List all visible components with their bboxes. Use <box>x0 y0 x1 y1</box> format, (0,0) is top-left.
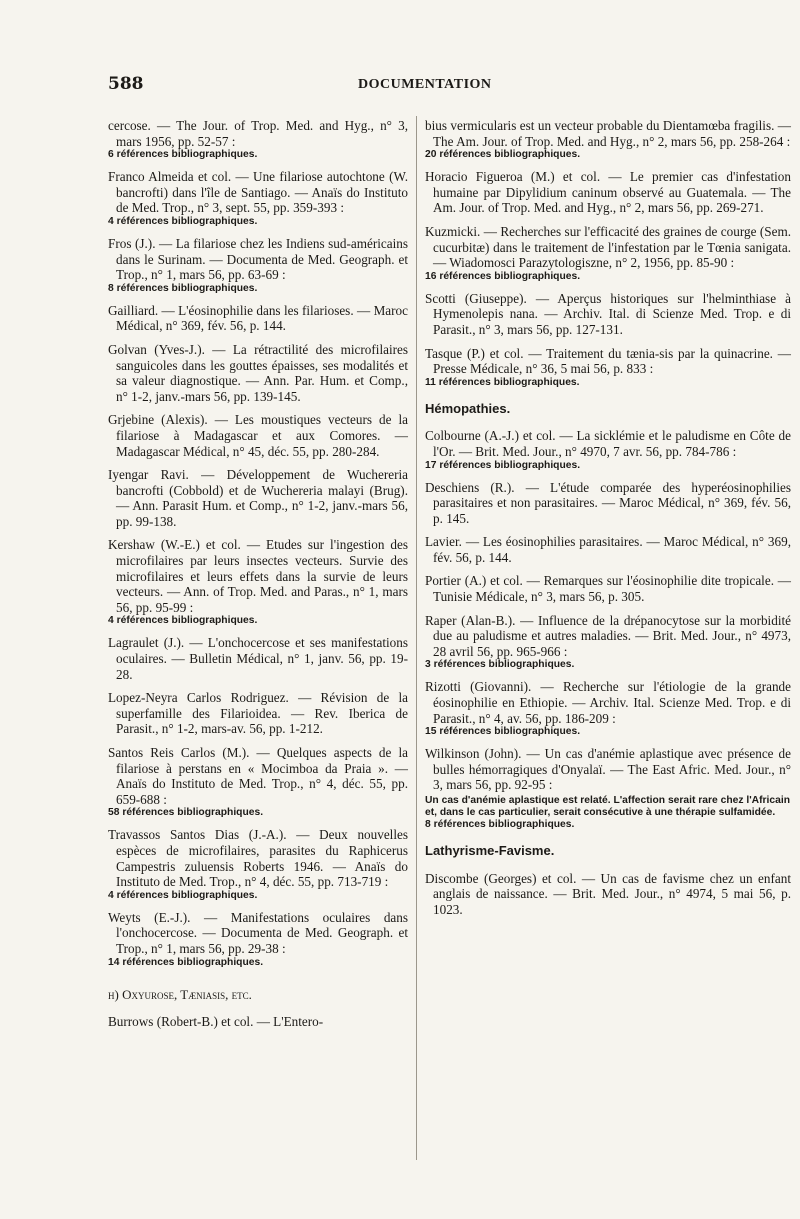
list-item <box>425 224 791 283</box>
list-item <box>108 467 408 529</box>
list-item <box>108 169 408 228</box>
right-top-entries <box>425 118 791 389</box>
list-item <box>425 118 791 161</box>
right-column <box>425 118 791 925</box>
list-item <box>425 428 791 471</box>
left-column <box>108 118 408 1038</box>
list-item <box>108 745 408 819</box>
entry-text: Kuzmicki. — Recherches sur l'efficacité des graines de courge (Sem. cucurbitæ) dans le traitement de l'infestation par le Tœnia sanigata. — Wiadomosci Parazytologiszne, n° 2, 1956, pp. 85-90 : <box>425 223 791 271</box>
references-count: 4 références bibliographiques. <box>108 215 258 227</box>
references-count: 15 références bibliographiques. <box>425 726 581 738</box>
list-item <box>108 537 408 627</box>
list-item <box>108 342 408 404</box>
entry-text: Santos Reis Carlos (M.). — Quelques aspects de la filariose à perstans en « Mocimboa da Praia ». — Anaïs do Instituto de Med. Trop., n° 4, déc. 55, pp. 659-688 : <box>108 745 408 807</box>
lathyrisme-entries <box>425 871 791 918</box>
section-heading-lathyrisme: Lathyrisme-Favisme. <box>425 843 555 858</box>
references-count: 4 références bibliographiques. <box>108 615 258 627</box>
wilkinson-note-block <box>425 795 791 831</box>
references-count: 14 références bibliographiques. <box>108 956 264 968</box>
references-count: 3 références bibliographiques. <box>425 659 575 671</box>
references-count: 16 références bibliographiques. <box>425 270 581 282</box>
references-count: 17 références bibliographiques. <box>425 459 581 471</box>
entry-text: Grjebine (Alexis). — Les moustiques vecteurs de la filariose à Madagascar et aux Comores. — Madagascar Médical, n° 45, déc. 55, pp. 280-284. <box>108 412 408 459</box>
entry-text: Horacio Figueroa (M.) et col. — Le premier cas d'infestation humaine par Dipylidium caninum observé au Guatemala. — The Am. Jour. of Trop. Med. and Hyg., n° 2, mars 56, pp. 269-271. <box>425 169 791 216</box>
abstract-note: Un cas d'anémie aplastique est relaté. L'affection serait rare chez l'Africain et, dans le cas particulier, serait consécutive à une thérapie sulfamidée. <box>425 795 791 818</box>
list-item <box>108 635 408 682</box>
entry-text: Portier (A.) et col. — Remarques sur l'éosinophilie dite tropicale. — Tunisie Médicale, n° 3, mars 56, p. 305. <box>425 573 791 605</box>
entry-text: Weyts (E.-J.). — Manifestations oculaires dans l'onchocercose. — Documenta de Med. Geograph. et Trop., n° 1, mars 56, pp. 29-38 : <box>108 909 408 956</box>
entry-text: Rizotti (Giovanni). — Recherche sur l'étiologie de la grande éosinophilie en Ethiopie. — Archiv. Ital. Scienze Med. Trop. e di Parasit., n° 4, av. 56, pp. 186-209 : <box>425 679 791 726</box>
subsection-heading: h) Oxyurose, Tæniasis, etc. <box>108 986 252 1002</box>
entry-text: cercose. — The Jour. of Trop. Med. and Hyg., n° 3, mars 1956, pp. 52-57 : <box>108 118 408 149</box>
list-item <box>108 303 408 334</box>
section-heading-hemopathies: Hémopathies. <box>425 400 511 416</box>
entry-text: Lagraulet (J.). — L'onchocercose et ses manifestations oculaires. — Bulletin Médical, n° 1, janv. 56, pp. 19-28. <box>108 635 408 682</box>
hemopathies-entries <box>425 428 791 793</box>
entry-text: Kershaw (W.-E.) et col. — Etudes sur l'ingestion des microfilaires par leurs insectes vecteurs. Survie des microfilaires et leurs effets dans la survie de leurs vecteurs. — Ann. of Trop. Med. and Paras., n° 1, mars 56, pp. 95-99 : <box>108 537 408 615</box>
page-number: 588 <box>108 74 144 94</box>
list-item <box>108 412 408 459</box>
list-item <box>425 573 791 604</box>
list-item <box>425 871 791 918</box>
list-item <box>425 480 791 527</box>
references-count: 6 références bibliographiques. <box>108 149 258 161</box>
list-item <box>425 291 791 338</box>
list-item <box>425 613 791 672</box>
list-item <box>425 534 791 565</box>
entry-text: Franco Almeida et col. — Une filariose autochtone (W. bancrofti) dans l'île de Santiago. — Anaïs do Instituto de Med. Trop., n° 3, sept. 55, pp. 359-393 : <box>108 169 408 216</box>
left-entries <box>108 118 408 969</box>
entry-text: Tasque (P.) et col. — Traitement du tænia-sis par la quinacrine. — Presse Médicale, n° 36, 5 mai 56, p. 833 : <box>425 345 791 377</box>
entry-text: bius vermicularis est un vecteur probable du Dientamœba fragilis. — The Am. Jour. of Trop. Med. and Hyg., n° 2, mars 56, pp. 258-264 : <box>425 118 791 149</box>
references-count: 8 références bibliographiques. <box>425 819 575 830</box>
list-item <box>425 169 791 216</box>
page-header <box>108 74 708 102</box>
column-divider <box>416 116 417 1160</box>
references-count: 20 références bibliographiques. <box>425 149 581 161</box>
list-item <box>108 118 408 161</box>
references-count: 8 références bibliographiques. <box>108 282 258 294</box>
entry-text: Iyengar Ravi. — Développement de Wuchereria bancrofti (Cobbold) et de Wuchereria malayi (Brug). — Ann. Parasit Hum. et Comp., n° 1-2, janv.-mars 56, pp. 99-138. <box>108 467 408 529</box>
list-item <box>108 690 408 737</box>
entry-text: Raper (Alan-B.). — Influence de la drépanocytose sur la morbidité due au paludisme et autres maladies. — Brit. Med. Jour., n° 4973, 28 avril 56, pp. 965-966 : <box>425 612 791 659</box>
entry-text: Wilkinson (John). — Un cas d'anémie aplastique avec présence de bulles hémorragiques d'Onyalaï. — The East Afric. Med. Jour., n° 3, mars 56, pp. 92-95 : <box>425 746 791 793</box>
list-item <box>108 1014 408 1030</box>
references-count: 11 références bibliographiques. <box>425 376 580 388</box>
entry-text: Colbourne (A.-J.) et col. — La sicklémie et le paludisme en Côte de l'Or. — Brit. Med. Jour., n° 4970, 7 avr. 56, pp. 784-786 : <box>425 428 791 459</box>
running-title: DOCUMENTATION <box>358 77 492 92</box>
entry-text: Burrows (Robert-B.) et col. — L'Entero- <box>108 1014 324 1030</box>
entry-text: Fros (J.). — La filariose chez les Indiens sud-américains dans le Surinam. — Documenta de Med. Geograph. et Trop., n° 1, mars 56, pp. 63-69 : <box>108 235 408 283</box>
references-count: 4 références bibliographiques. <box>108 889 258 901</box>
list-item <box>425 679 791 738</box>
list-item <box>425 346 791 389</box>
list-item <box>425 746 791 793</box>
list-item <box>108 910 408 969</box>
entry-text: Golvan (Yves-J.). — La rétractilité des microfilaires sanguicoles dans les gouttes épaisses, ses modalités et sa valeur diagnostique. — Ann. Par. Hum. et Comp., n° 1-2, janv.-mars 56, pp. 139-145. <box>108 341 408 404</box>
entry-text: Scotti (Giuseppe). — Aperçus historiques sur l'helminthiase à Hymenolepis nana. — Archiv. Ital. di Scienze Med. Trop. e di Parasit., n° 3, mars 56, pp. 127-131. <box>425 290 791 337</box>
entry-text: Lavier. — Les éosinophilies parasitaires. — Maroc Médical, n° 369, fév. 56, p. 144. <box>425 534 791 565</box>
entry-text: Travassos Santos Dias (J.-A.). — Deux nouvelles espèces de microfilaires, parasites du Raphicerus Campestris zuluensis Roberts 1946. — Anaïs do Instituto de Med. Trop., n° 4, déc. 55, pp. 713-719 : <box>108 827 408 890</box>
entry-text: Lopez-Neyra Carlos Rodriguez. — Révision de la superfamille des Filarioidea. — Rev. Iberica de Parasit., n° 1-2, mars-av. 56, pp. 1-212. <box>108 690 408 737</box>
entry-text: Gailliard. — L'éosinophilie dans les filarioses. — Maroc Médical, n° 369, fév. 56, p. 144. <box>108 302 408 334</box>
list-item <box>108 827 408 901</box>
list-item <box>108 236 408 295</box>
entry-text: Discombe (Georges) et col. — Un cas de favisme chez un enfant anglais de naissance. — Brit. Med. Jour., n° 4974, 5 mai 56, p. 1023. <box>425 870 791 917</box>
references-count: 58 références bibliographiques. <box>108 807 264 819</box>
entry-text: Deschiens (R.). — L'étude comparée des hyperéosinophilies parasitaires et non parasitaires. — Maroc Médical, n° 369, fév. 56, p. 145. <box>425 479 791 526</box>
